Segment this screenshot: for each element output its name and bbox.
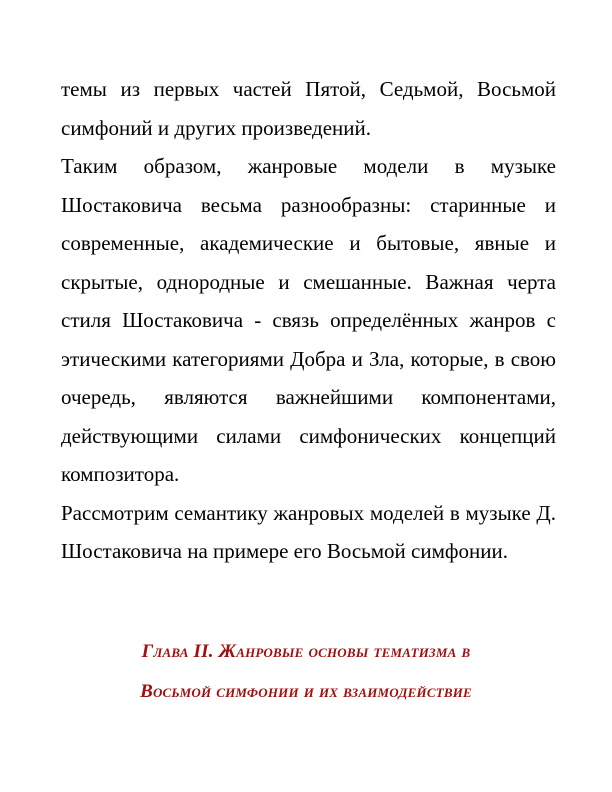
paragraph-2: Таким образом, жанровые модели в музыке Шостаковича весьма разнообразны: старинные и современные, академические и бытовые, явные и скрытые, однородные и смешанные. Важная черта стиля Шостаковича - связь определённых жанров с этическими категориями Добра и Зла, которые, в свою очередь, являются важнейшими компонентами, действующими силами симфонических концепций композитора. (61, 154, 556, 486)
body-text (61, 70, 556, 571)
paragraph-3: Рассмотрим семантику жанровых моделей в музыке Д. Шостаковича на примере его Восьмой симфонии. (61, 500, 556, 563)
paragraph-1: темы из первых частей Пятой, Седьмой, Восьмой симфоний и других произведений. (61, 77, 556, 140)
chapter-heading-line-1: Глава II. Жанровые основы тематизма в (141, 641, 471, 662)
chapter-heading-line-2: Восьмой симфонии и их взаимодействие (140, 681, 472, 702)
